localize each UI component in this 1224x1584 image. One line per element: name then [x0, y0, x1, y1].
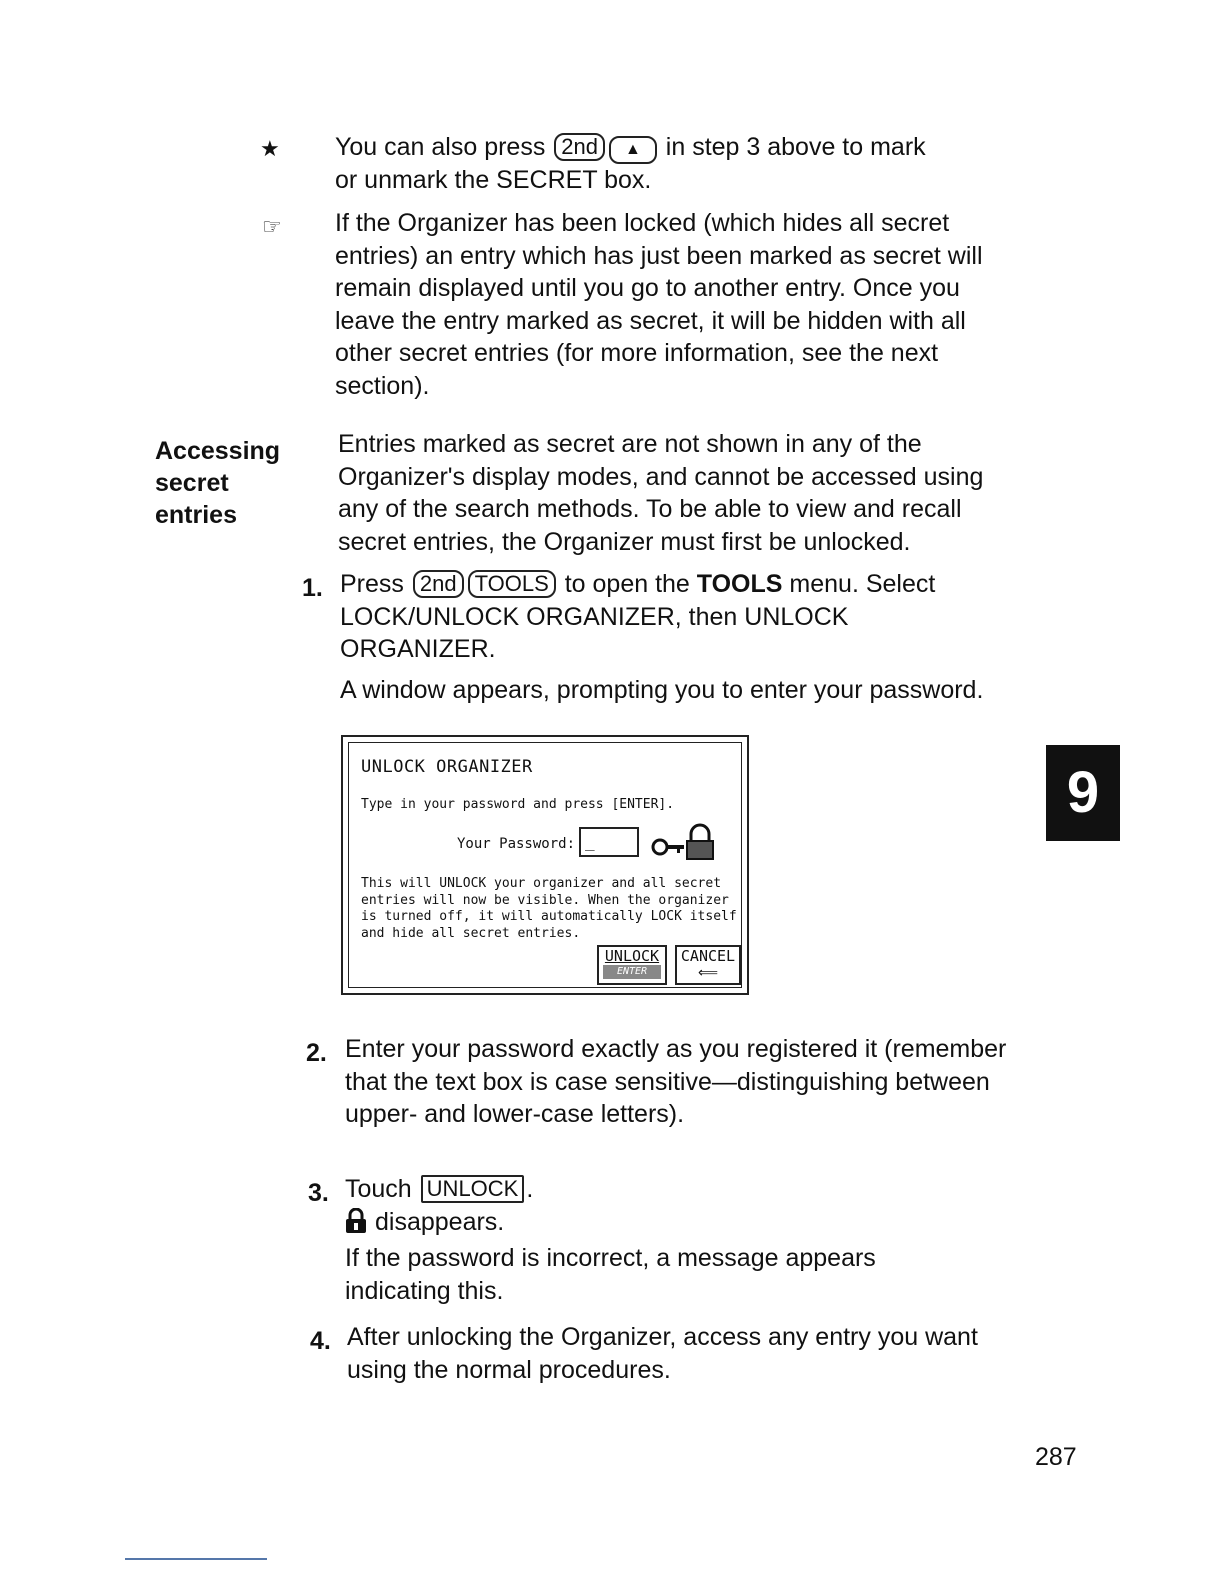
key-up-arrow: ▲: [609, 136, 657, 164]
unlock-organizer-dialog: [341, 735, 749, 995]
note-text: If the Organizer has been locked (which hides all secret entries) an entry which has just been marked as secret will remain displayed until you go to another entry. Once you leave the entry marked as secret, it will be hidden with all other secret entries (for more information, see the next section).: [335, 209, 983, 400]
unlock-button[interactable]: UNLOCK ENTER: [597, 945, 667, 985]
step-4-number: 4.: [310, 1327, 331, 1355]
step-1-text: Press 2nd TOOLS to open the TOOLS menu. Select LOCK/UNLOCK ORGANIZER, then UNLOCK ORGANIZER. A window appears, prompting you to enter your password.: [340, 570, 984, 704]
step-2-number: 2.: [306, 1039, 327, 1067]
section-heading: Accessing secret entries: [155, 437, 281, 529]
step-1-number: 1.: [302, 574, 323, 602]
key-2nd: 2nd: [554, 133, 605, 161]
key-2nd: 2nd: [413, 570, 464, 598]
lock-icon: [345, 1208, 367, 1243]
key-tools: TOOLS: [468, 570, 556, 598]
step-4-text: After unlocking the Organizer, access any entry you want using the normal procedures.: [347, 1323, 978, 1384]
step-3-text: Touch UNLOCK . disappears. If the password is incorrect, a message appears indicating this.: [345, 1175, 876, 1305]
tip-text: You can also press 2nd ▲ in step 3 above to mark or unmark the SECRET box.: [335, 133, 926, 194]
pointing-hand-icon: ☞: [262, 214, 282, 239]
step-2-text: Enter your password exactly as you registered it (remember that the text box is case sensitive—distinguishing between upper- and lower-case letters).: [345, 1035, 1007, 1128]
page-number: 287: [1035, 1443, 1077, 1471]
key-lock-icon: [651, 821, 721, 866]
cancel-button[interactable]: CANCEL ⟸: [675, 945, 741, 985]
footer-rule: [125, 1558, 267, 1560]
tip-icon: ★: [260, 136, 280, 161]
password-input[interactable]: _: [579, 827, 639, 857]
section-intro: Entries marked as secret are not shown in any of the Organizer's display modes, and cannot be accessed using any of the search methods. To be able to view and recall secret entries, the Organizer must first be unlocked.: [338, 430, 984, 556]
dialog-info: This will UNLOCK your organizer and all secret entries will now be visible. When the organizer is turned off, it will automatically LOCK itself and hide all secret entries.: [361, 876, 737, 941]
dialog-instruction: Type in your password and press [ENTER].: [361, 797, 675, 812]
key-unlock: UNLOCK: [421, 1175, 525, 1203]
step-3-number: 3.: [308, 1179, 329, 1207]
password-label: Your Password:: [457, 836, 576, 852]
dialog-title: UNLOCK ORGANIZER: [361, 757, 533, 777]
chapter-tab: 9: [1046, 745, 1120, 841]
